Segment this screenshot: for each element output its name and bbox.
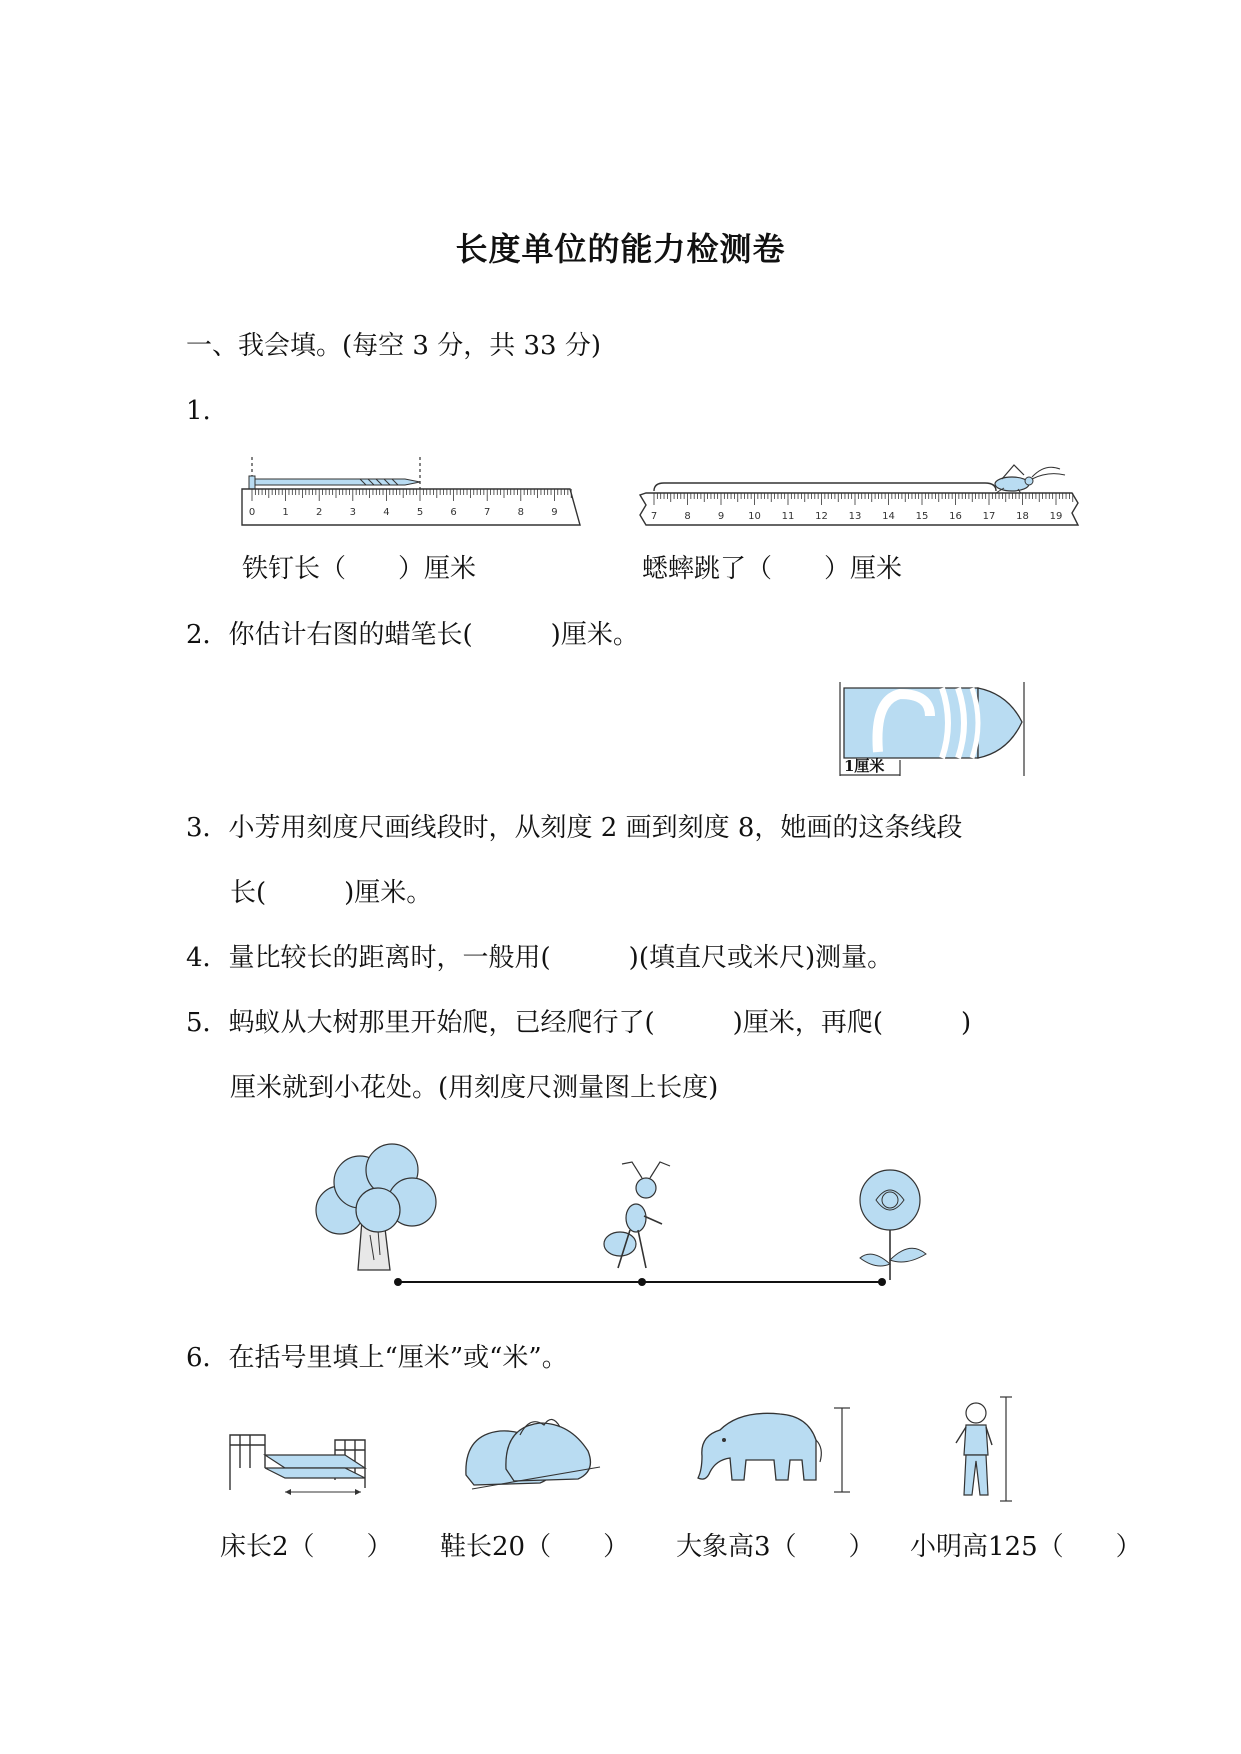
section-heading: 一、我会填。(每空 3 分，共 33 分)	[186, 331, 601, 361]
bed-figure	[225, 1420, 375, 1500]
tree-ant-flower-figure	[300, 1140, 940, 1300]
ruler-tick-label: 18	[1016, 511, 1029, 522]
ruler-tick-label: 16	[949, 511, 962, 522]
shoes-figure	[460, 1405, 620, 1500]
elephant-icon	[698, 1413, 821, 1480]
ruler-tick-label: 11	[781, 511, 795, 522]
boy-figure	[950, 1395, 1020, 1505]
ruler-cricket-figure	[640, 455, 1080, 530]
ruler-tick-label: 3	[349, 507, 356, 518]
caption-shoe-length: 鞋长20（ ）	[440, 1532, 630, 1562]
ruler-tick-label: 14	[882, 511, 895, 522]
ruler-tick-label: 0	[248, 507, 256, 518]
shoes-icon	[466, 1419, 600, 1489]
boy-icon	[956, 1403, 992, 1495]
ruler-tick-label: 8	[517, 507, 524, 518]
ruler-tick-label: 13	[848, 511, 862, 522]
elephant-figure	[680, 1400, 865, 1500]
bed-icon	[230, 1435, 365, 1495]
ruler-tick-label: 2	[316, 507, 323, 518]
ruler-tick-label: 4	[383, 507, 390, 518]
ruler-tick-label: 6	[450, 507, 457, 518]
question-5-line-2: 厘米就到小花处。(用刻度尺测量图上长度)	[230, 1073, 719, 1103]
ruler-tick-label: 12	[815, 511, 828, 522]
ruler-nail-figure	[240, 455, 585, 530]
flower-icon	[860, 1170, 926, 1280]
cricket-icon	[995, 465, 1065, 495]
ruler-tick-label: 9	[717, 511, 725, 522]
question-3-line-1: 3．小芳用刻度尺画线段时，从刻度 2 画到刻度 8，她画的这条线段	[186, 813, 963, 843]
ruler-tick-label: 5	[416, 507, 424, 518]
caption-bed-length: 床长2（ ）	[220, 1532, 393, 1562]
ruler-tick-label: 15	[915, 511, 929, 522]
ant-icon	[604, 1162, 670, 1268]
question-2: 2．你估计右图的蜡笔长( )厘米。	[186, 620, 639, 650]
question-1-number: 1.	[186, 396, 211, 426]
ruler-tick-label: 19	[1049, 511, 1063, 522]
ruler-tick-label: 1	[282, 507, 289, 518]
ruler-tick-label: 7	[650, 511, 658, 522]
caption-nail-length: 铁钉长（ ）厘米	[242, 554, 477, 584]
page-title: 长度单位的能力检测卷	[455, 230, 786, 268]
ruler-tick-label: 8	[684, 511, 691, 522]
nail-icon	[249, 476, 420, 490]
ruler-tick-label: 17	[982, 511, 996, 522]
crayon-scale-label: 1厘米	[844, 757, 885, 775]
question-3-line-2: 长( )厘米。	[230, 878, 433, 908]
tree-icon	[316, 1144, 436, 1270]
crayon-figure	[838, 680, 1033, 778]
question-6: 6．在括号里填上“厘米”或“米”。	[186, 1343, 568, 1373]
ruler-tick-label: 9	[551, 507, 558, 518]
question-4: 4．量比较长的距离时，一般用( )(填直尺或米尺)测量。	[186, 943, 894, 973]
caption-boy-height: 小明高125（ ）	[910, 1532, 1142, 1562]
crayon-icon	[844, 688, 1022, 758]
ruler-tick-label: 7	[484, 507, 491, 518]
question-5-line-1: 5．蚂蚁从大树那里开始爬，已经爬行了( )厘米，再爬( )	[186, 1008, 972, 1038]
caption-cricket-jump: 蟋蟀跳了（ ）厘米	[642, 554, 903, 584]
caption-elephant-height: 大象高3（ ）	[676, 1532, 875, 1562]
ruler-tick-label: 10	[748, 511, 761, 522]
